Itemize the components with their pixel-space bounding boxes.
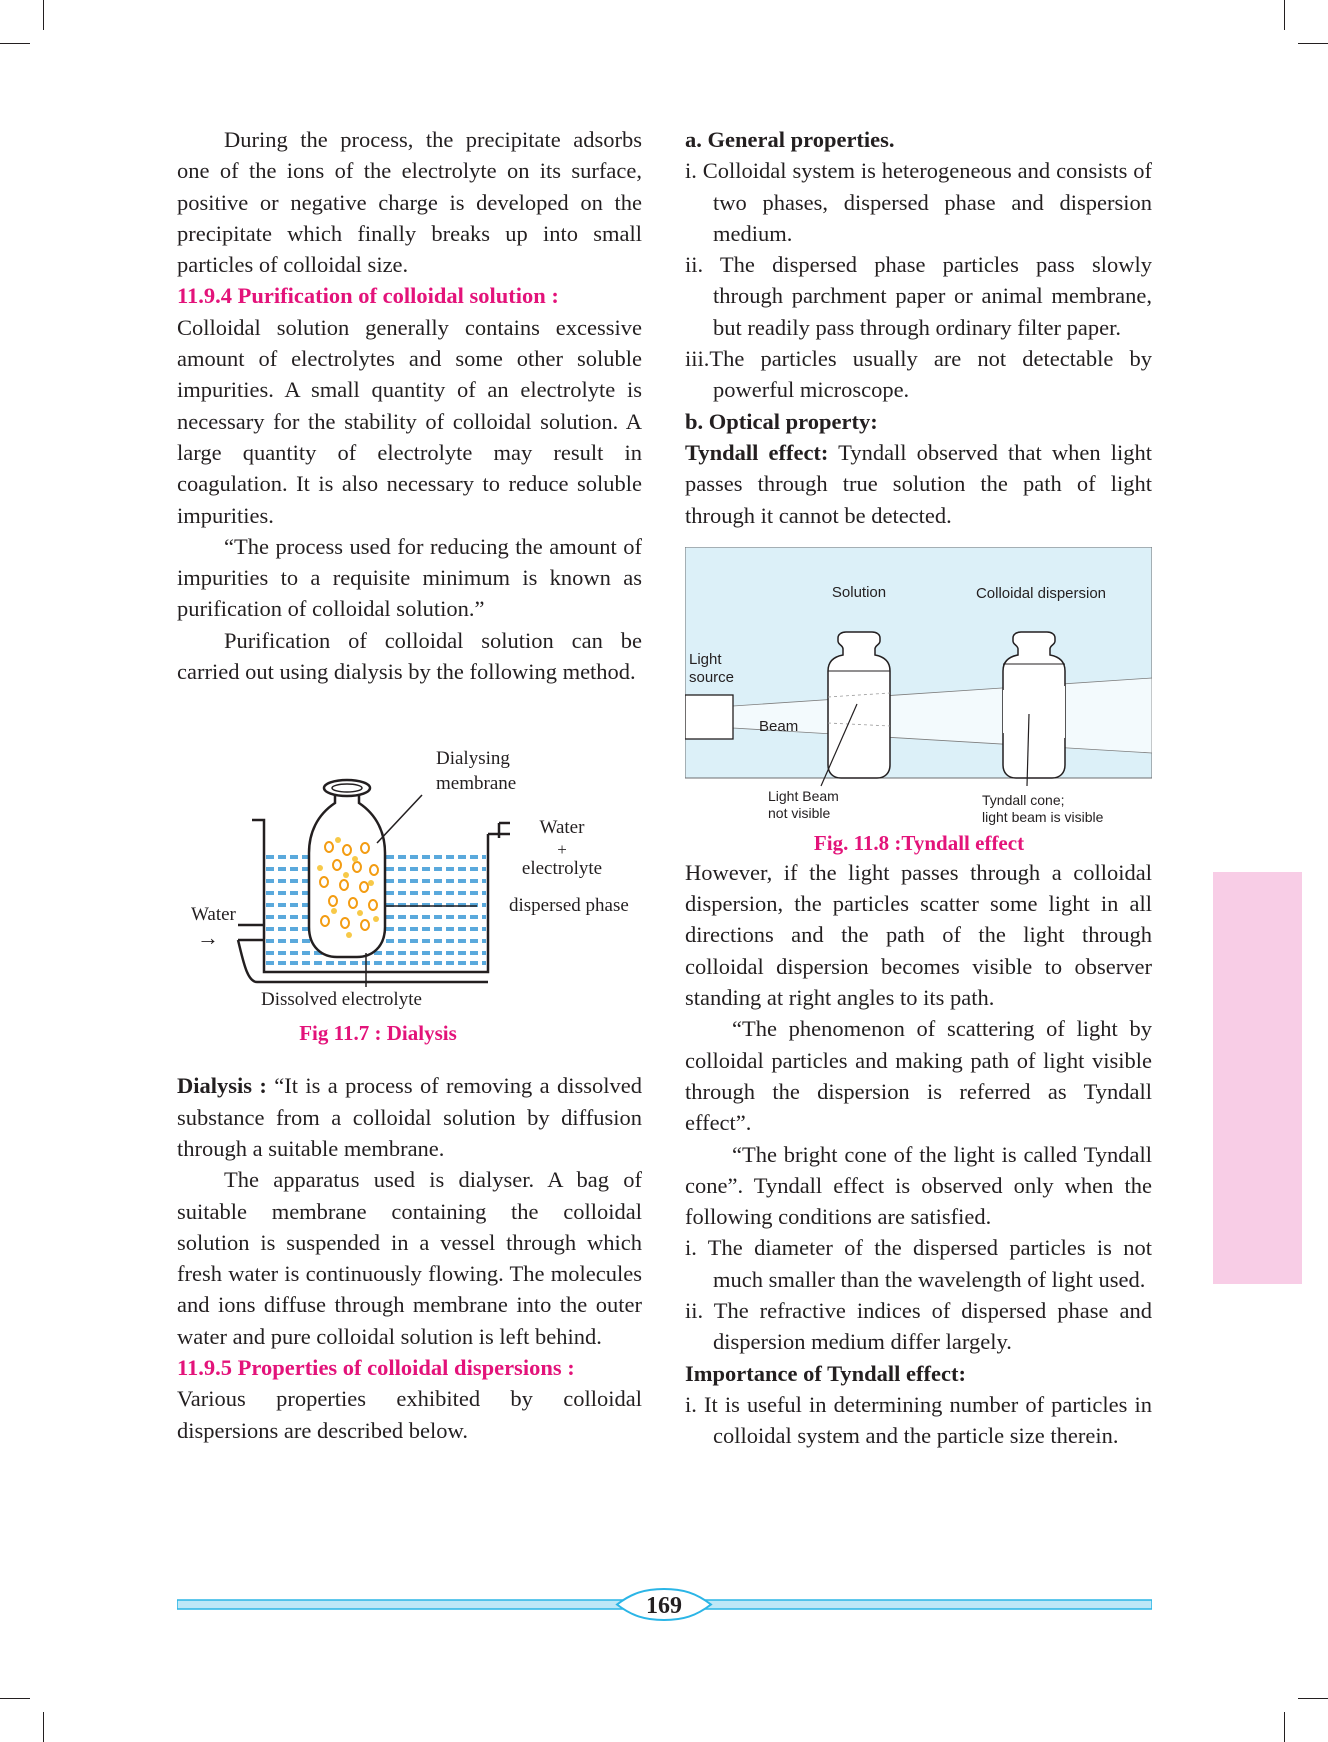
- crop-mark-top-right-h: [1298, 43, 1328, 44]
- list-item: i. Colloidal system is heterogeneous and consists of two phases, dispersed phase and dispersion medium.: [685, 158, 1152, 246]
- list-item: iii.The particles usually are not detectable by powerful microscope.: [685, 346, 1152, 403]
- crop-mark-top-right-v: [1284, 0, 1285, 30]
- page-footer: [177, 1585, 1152, 1625]
- tyndall-term: Tyndall effect:: [685, 439, 829, 465]
- paragraph-tyndall: [685, 437, 1152, 531]
- label-tyndall-cone: Tyndall cone;: [982, 791, 1065, 808]
- heading-purification: 11.9.4 Purification of colloidal solution :: [177, 283, 559, 309]
- caption-dialysis: Fig 11.7 : Dialysis: [299, 1021, 457, 1046]
- tyndall-cone: [1003, 686, 1065, 738]
- arrow-icon: →: [197, 925, 219, 951]
- paragraph-precipitate: During the process, the precipitate adsorbs one of the ions of the electrolyte on its surface, positive or negative charge is developed on the precipitate which finally breaks up into small particles of colloidal size.: [177, 127, 642, 278]
- label-water-top: Water: [539, 817, 585, 839]
- label-dispersed-phase: dispersed phase: [509, 895, 629, 917]
- heading-properties: 11.9.5 Properties of colloidal dispersions :: [177, 1355, 575, 1381]
- dialysis-bag: [309, 780, 385, 957]
- label-solution: Solution: [831, 583, 887, 601]
- crop-mark-bottom-left-h: [0, 1698, 30, 1699]
- list-item: ii. The dispersed phase particles pass slowly through parchment paper or animal membrane, but readily pass through ordinary filter paper.: [685, 252, 1152, 340]
- paragraph-dialysis: [177, 1070, 642, 1164]
- crop-mark-bottom-right-v: [1284, 1712, 1285, 1742]
- label-light-beam: Light Beam: [768, 787, 839, 804]
- paragraph-properties: Various properties exhibited by colloidal dispersions are described below.: [177, 1386, 642, 1443]
- label-electrolyte: electrolyte: [521, 858, 603, 880]
- heading-general-properties: a. General properties.: [685, 127, 895, 152]
- page-number: 169: [646, 1593, 682, 1619]
- label-not-visible: not visible: [768, 804, 831, 821]
- right-column: [685, 124, 1152, 1452]
- label-water-inlet: Water: [191, 904, 236, 926]
- dialysis-figure: [177, 735, 642, 1060]
- label-colloidal-dispersion: Colloidal dispersion: [975, 584, 1107, 602]
- label-membrane: membrane: [436, 773, 517, 795]
- chapter-side-tab: [1213, 872, 1302, 1284]
- label-beam-visible: light beam is visible: [982, 808, 1104, 825]
- tyndall-figure: [685, 547, 1152, 857]
- list-item: i. It is useful in determining number of particles in colloidal system and the particle size therein.: [685, 1391, 1152, 1449]
- paragraph-phenomenon: “The phenomenon of scattering of light by colloidal particles and making path of light visible through the dispersion is referred as Tyndall effect”.: [685, 1016, 1152, 1136]
- paragraph-cone: “The bright cone of the light is called Tyndall cone”. Tyndall effect is observed only when the following conditions are satisfied.: [685, 1141, 1152, 1230]
- crop-mark-top-left-v: [43, 0, 44, 30]
- crop-mark-bottom-left-v: [43, 1712, 44, 1742]
- label-beam: Beam: [759, 717, 799, 735]
- paragraph-purification: Colloidal solution generally contains excessive amount of electrolytes and some other soluble impurities. A small quantity of an electrolyte is necessary for the stability of colloidal solution. A large quantity of electrolyte may result in coagulation. It is also necessary to reduce soluble impurities.: [177, 314, 642, 528]
- label-dialysing: Dialysing: [436, 748, 510, 770]
- dialysis-term: Dialysis :: [177, 1073, 267, 1099]
- light-source-box: [685, 695, 733, 739]
- paragraph-method: Purification of colloidal solution can be carried out using dialysis by the following method.: [177, 627, 642, 685]
- heading-importance: Importance of Tyndall effect:: [685, 1360, 966, 1386]
- caption-tyndall: Fig. 11.8 :Tyndall effect: [813, 830, 1025, 855]
- list-item: ii. The refractive indices of dispersed phase and dispersion medium differ largely.: [685, 1298, 1152, 1355]
- tyndall-text: Tyndall observed that when light passes through true solution the path of light through it cannot be detected.: [685, 439, 1152, 528]
- label-plus: +: [557, 840, 567, 860]
- label-source: source: [689, 668, 735, 686]
- dialysis-definition: “It is a process of removing a dissolved substance from a colloidal solution by diffusion through a suitable membrane.: [177, 1073, 643, 1161]
- crop-mark-top-left-h: [0, 43, 30, 44]
- label-light: Light: [689, 650, 722, 668]
- heading-optical-property: b. Optical property:: [685, 408, 878, 434]
- paragraph-apparatus: The apparatus used is dialyser. A bag of suitable membrane containing the colloidal solution is suspended in a vessel through which fresh water is continuously flowing. The molecules and ions diffuse through membrane into the outer water and pure colloidal solution is left behind.: [177, 1167, 642, 1349]
- paragraph-definition: “The process used for reducing the amount of impurities to a requisite minimum is known as purification of colloidal solution.”: [177, 533, 642, 622]
- crop-mark-bottom-right-h: [1298, 1698, 1328, 1699]
- label-dissolved-electrolyte: Dissolved electrolyte: [261, 989, 422, 1011]
- left-column: [177, 124, 642, 1446]
- list-item: i. The diameter of the dispersed particles is not much smaller than the wavelength of light used.: [685, 1235, 1152, 1292]
- paragraph-however: However, if the light passes through a colloidal dispersion, the particles scatter some light in all directions and the path of the light through colloidal dispersion becomes visible to observer standing at right angles to its path.: [685, 859, 1152, 1011]
